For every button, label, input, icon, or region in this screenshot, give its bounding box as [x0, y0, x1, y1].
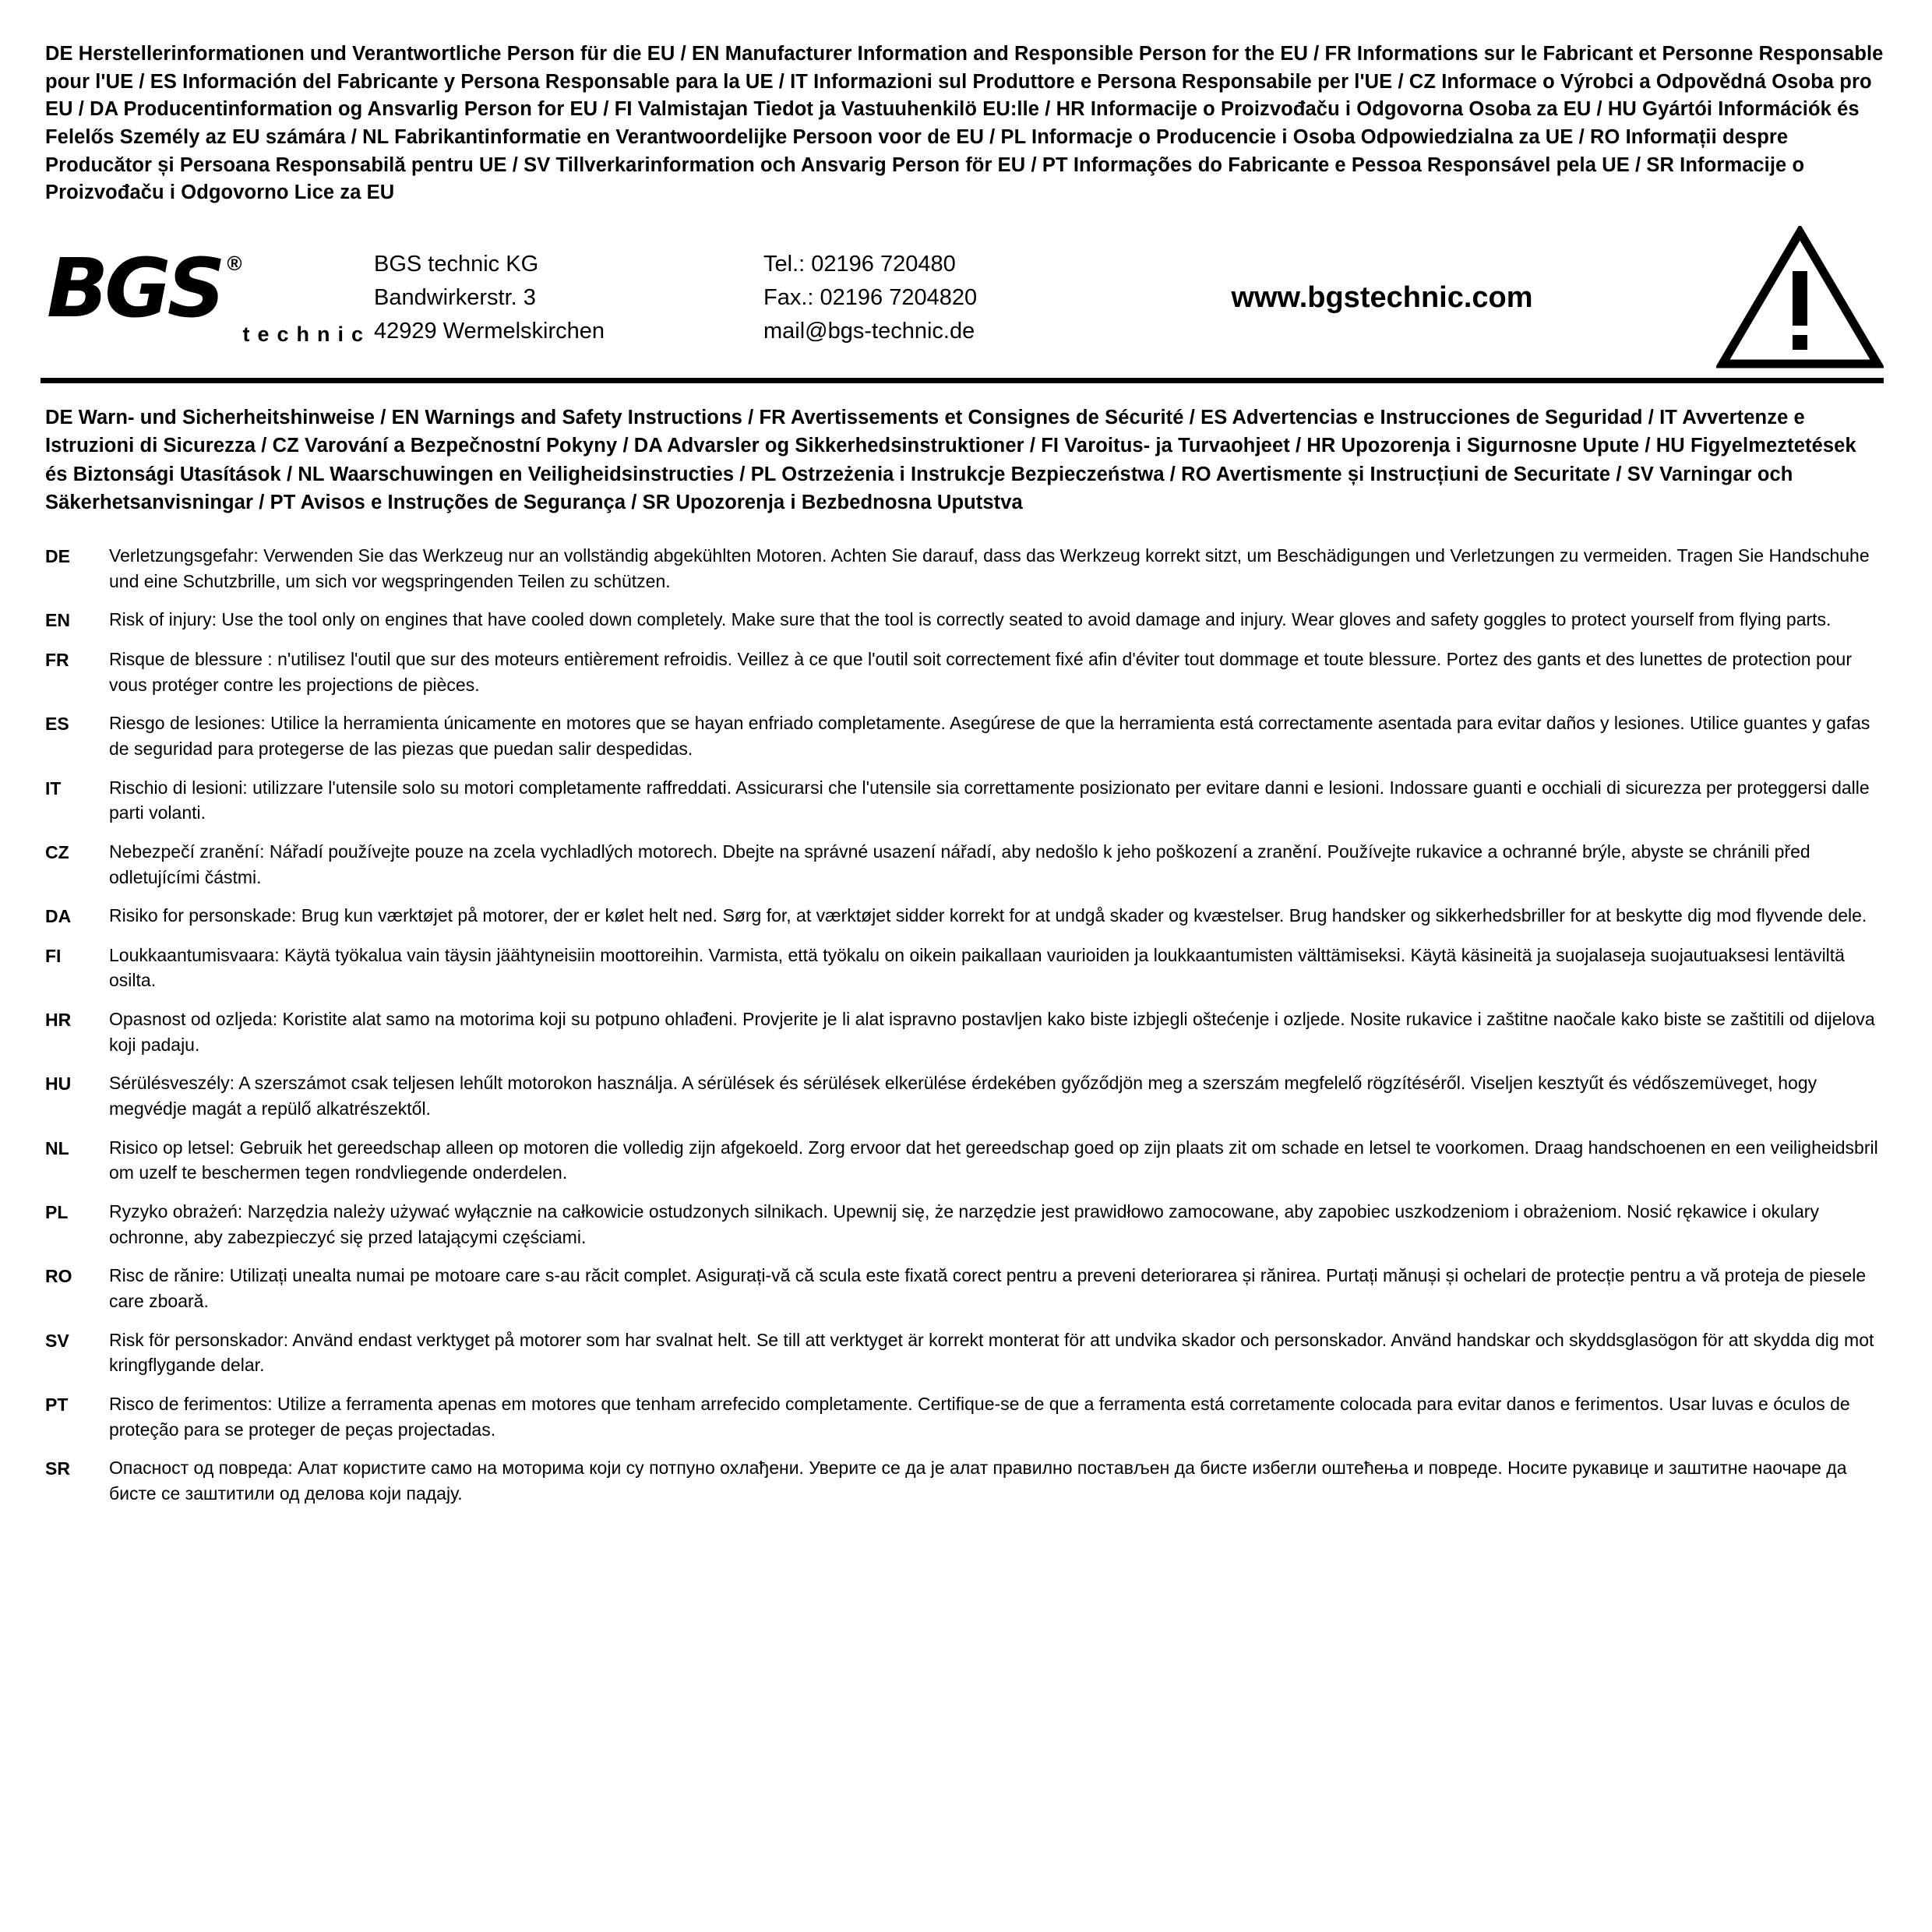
company-tel: Tel.: 02196 720480 — [763, 252, 956, 277]
list-item — [45, 1070, 1884, 1121]
company-fax: Fax.: 02196 7204820 — [763, 285, 978, 311]
warning-triangle-icon — [1689, 226, 1884, 370]
language-code: SR — [45, 1458, 70, 1479]
language-code: RO — [45, 1266, 72, 1287]
language-code: SV — [45, 1330, 69, 1351]
language-text: Опасност од повреда: Алат користите само на моторима који су потпуно охлађени. Уверите се да је алат правилно постављен да бисте избегли оштећења и повреде. Носите рукавице и заштитне наочаре да бисте се заштитили од делова који падају. — [109, 1458, 1847, 1504]
language-code: HU — [45, 1074, 72, 1095]
list-item — [45, 1263, 1884, 1313]
language-code: DA — [45, 906, 72, 927]
language-code: PT — [45, 1394, 69, 1415]
language-text: Rischio di lesioni: utilizzare l'utensile solo su motori completamente raffreddati. Assicurarsi che l'utensile sia correttamente posizionato per evitare danni e lesioni. Indossare guanti e occhiali di sicurezza per proteggersi dalle parti volanti. — [109, 777, 1870, 823]
bgs-logo — [41, 240, 374, 347]
language-text: Loukkaantumisvaara: Käytä työkalua vain täysin jäähtyneisiin moottoreihin. Varmista, että työkalu on oikein paikallaan vaurioiden ja loukkaantumisten välttämiseksi. Käytä käsineitä ja suojalaseja suojautuaksesi lentäviltä osilta. — [109, 944, 1845, 991]
list-item — [45, 1199, 1884, 1250]
language-code: HR — [45, 1010, 72, 1031]
list-item — [45, 543, 1884, 594]
company-email[interactable]: mail@bgs-technic.de — [763, 319, 975, 344]
language-text: Risc de rănire: Utilizați unealta numai pe motoare care s-au răcit complet. Asigurați-vă că scula este fixată corect pentru a preveni deteriorarea și rănirea. Purtați mănuși și ochelari de protecție pentru a vă proteja de piesele care zboară. — [109, 1265, 1867, 1312]
logo-subtitle: technic — [242, 322, 371, 346]
list-item — [45, 943, 1884, 993]
language-text: Risico op letsel: Gebruik het gereedschap alleen op motoren die volledig zijn afgekoeld. Zorg ervoor dat het gereedschap goed op zijn plaats zit om schade en letsel te voorkomen. Draag handschoenen en een veiligheidsbril om uzelf te beschermen tegen rondvliegende onderdelen. — [109, 1137, 1878, 1183]
logo-wordmark: BGS — [47, 240, 222, 336]
language-text: Risk för personskador: Använd endast verktyget på motorer som har svalnat helt. Se till att verktyget är korrekt monterat för att undvika skador och personskador. Använd handskar och skyddsglasögon för att skydda dig mot kringflygande delar. — [109, 1329, 1874, 1376]
list-item — [45, 1391, 1884, 1442]
list-item — [45, 1135, 1884, 1186]
language-text: Verletzungsgefahr: Verwenden Sie das Werkzeug nur an vollständig abgekühlten Motoren. Achten Sie darauf, dass das Werkzeug korrekt sitzt, um Beschädigungen und Verletzungen zu vermeiden. Tragen Sie Handschuhe und eine Schutzbrille, um sich vor wegspringenden Teilen zu schützen. — [109, 545, 1870, 591]
language-paragraph-list — [41, 543, 1884, 1507]
company-website[interactable]: www.bgstechnic.com — [1231, 281, 1533, 315]
language-text: Opasnost od ozljeda: Koristite alat samo na motorima koji su potpuno ohlađeni. Provjerite je li alat ispravno postavljen kako biste izbjegli oštećenje i ozljede. Nosite rukavice i zaštitne naočale kako biste se zaštitili od dijelova koji padaju. — [109, 1009, 1875, 1055]
language-text: Risque de blessure : n'utilisez l'outil que sur des moteurs entièrement refroidis. Veillez à ce que l'outil soit correctement fixé afin d'éviter tout dommage et toute blessure. Portez des gants et des lunettes de protection pour vous protéger contre les projections de pièces. — [109, 648, 1852, 695]
language-text: Ryzyko obrażeń: Narzędzia należy używać wyłącznie na całkowicie ostudzonych silnikach. Upewnij się, że narzędzie jest prawidłowo zamocowane, aby zapobiec uszkodzeniom i obrażeniom. Nosić rękawice i okulary ochronne, aby zabezpieczyć się przed latającymi częściami. — [109, 1201, 1819, 1247]
language-text: Risiko for personskade: Brug kun værktøjet på motorer, der er kølet helt ned. Sørg for, at værktøjet sidder korrekt for at undgå skader og kvæstelser. Brug handsker og sikkerhedsbriller for at beskytte dig mod flyvende dele. — [109, 905, 1867, 926]
language-code: DE — [45, 545, 70, 566]
list-item — [45, 1007, 1884, 1057]
company-city: 42929 Wermelskirchen — [374, 319, 605, 344]
language-text: Risk of injury: Use the tool only on engines that have cooled down completely. Make sure that the tool is correctly seated to avoid damage and injury. Wear gloves and safety goggles to protect yourself from flying parts. — [109, 609, 1832, 630]
list-item — [45, 903, 1884, 929]
registered-trademark-icon: ® — [227, 251, 242, 275]
language-text: Risco de ferimentos: Utilize a ferramenta apenas em motores que tenham arrefecido completamente. Certifique-se de que a ferramenta está corretamente colocada para evitar danos e ferimentos. Usar luvas e óculos de proteção para se proteger de peças projectadas. — [109, 1394, 1850, 1440]
language-text: Nebezpečí zranění: Nářadí používejte pouze na zcela vychladlých motorech. Dbejte na správné usazení nářadí, aby nedošlo k jeho poškození a zranění. Používejte rukavice a ochranné brýle, abyste se chránili před odletujícími částmi. — [109, 841, 1810, 887]
company-address — [374, 248, 763, 348]
list-item — [45, 1327, 1884, 1378]
manufacturer-info-heading: DE Herstellerinformationen und Verantwortliche Person für die EU / EN Manufacturer Information and Responsible Person for the EU / FR Informations sur le Fabricant et Personne Responsable pour l'UE / ES Información del Fabricante y Persona Responsable para la UE / IT Informazioni sul Produttore e Persona Responsabile per l'UE / CZ Informace o Výrobci a Odpovědná Osoba pro EU / DA Producentinformation og Ansvarlig Person for EU / FI Valmistajan Tiedot ja Vastuuhenkilö EU:lle / HR Informacije o Proizvođaču i Odgovorna Osoba za EU / HU Gyártói Információk és Felelős Személy az EU számára / NL Fabrikantinformatie en Verantwoordelijke Persoon voor de EU / PL Informacje o Producencie i Osoba Odpowiedzialna za UE / RO Informații despre Producător și Persoana Responsabilă pentru UE / SV Tillverkarinformation och Ansvarig Person för EU / PT Informações do Fabricante e Pessoa Responsável pela UE / SR Informacije o Proizvođaču i Odgovorno Lice za EU — [45, 43, 1884, 204]
company-name: BGS technic KG — [374, 252, 539, 277]
language-text: Riesgo de lesiones: Utilice la herramienta únicamente en motores que se hayan enfriado completamente. Asegúrese de que la herramienta está correctamente asentada para evitar daños y lesiones. Utilice guantes y gafas de seguridad para protegerse de las piezas que puedan salir despedidas. — [109, 713, 1870, 759]
company-street: Bandwirkerstr. 3 — [374, 285, 536, 311]
list-item — [45, 710, 1884, 761]
company-header-band — [41, 221, 1884, 383]
language-code: FR — [45, 649, 69, 670]
language-text: Sérülésveszély: A szerszámot csak teljesen lehűlt motorokon használja. A sérülések és sérülések elkerülése érdekében győződjön meg a szerszám megfelelő rögzítéséről. Viseljen kesztyűt és védőszemüveget, hogy megvédje magát a repülő alkatrészektől. — [109, 1073, 1817, 1119]
list-item — [45, 839, 1884, 890]
safety-instructions-heading: DE Warn- und Sicherheitshinweise / EN Warnings and Safety Instructions / FR Avertissements et Consignes de Sécurité / ES Advertencias e Instrucciones de Seguridad / IT Avvertenze e Istruzioni di Sicurezza / CZ Varování a Bezpečnostní Pokyny / DA Advarsler og Sikkerhedsinstruktioner / FI Varoitus- ja Turvaohjeet / HR Upozorenja i Sigurnosne Upute / HU Figyelmeztetések és Biztonsági Utasítások / NL Waarschuwingen en Veiligheidsinstructies / PL Ostrzeżenia i Instrukcje Bezpieczeństwa / RO Avertismente și Instrucțiuni de Securitate / SV Varningar och Säkerhetsanvisningar / PT Avisos e Instruções de Segurança / SR Upozorenja i Bezbednosna Uputstva — [45, 407, 1856, 513]
language-code: CZ — [45, 841, 69, 862]
list-item — [45, 775, 1884, 826]
language-code: ES — [45, 714, 69, 735]
list-item — [45, 647, 1884, 697]
company-contact — [763, 248, 1098, 348]
language-code: EN — [45, 610, 70, 631]
list-item — [45, 607, 1884, 633]
language-code: PL — [45, 1202, 69, 1223]
language-code: IT — [45, 777, 62, 799]
list-item — [45, 1455, 1884, 1506]
language-code: NL — [45, 1137, 69, 1158]
language-code: FI — [45, 945, 62, 966]
